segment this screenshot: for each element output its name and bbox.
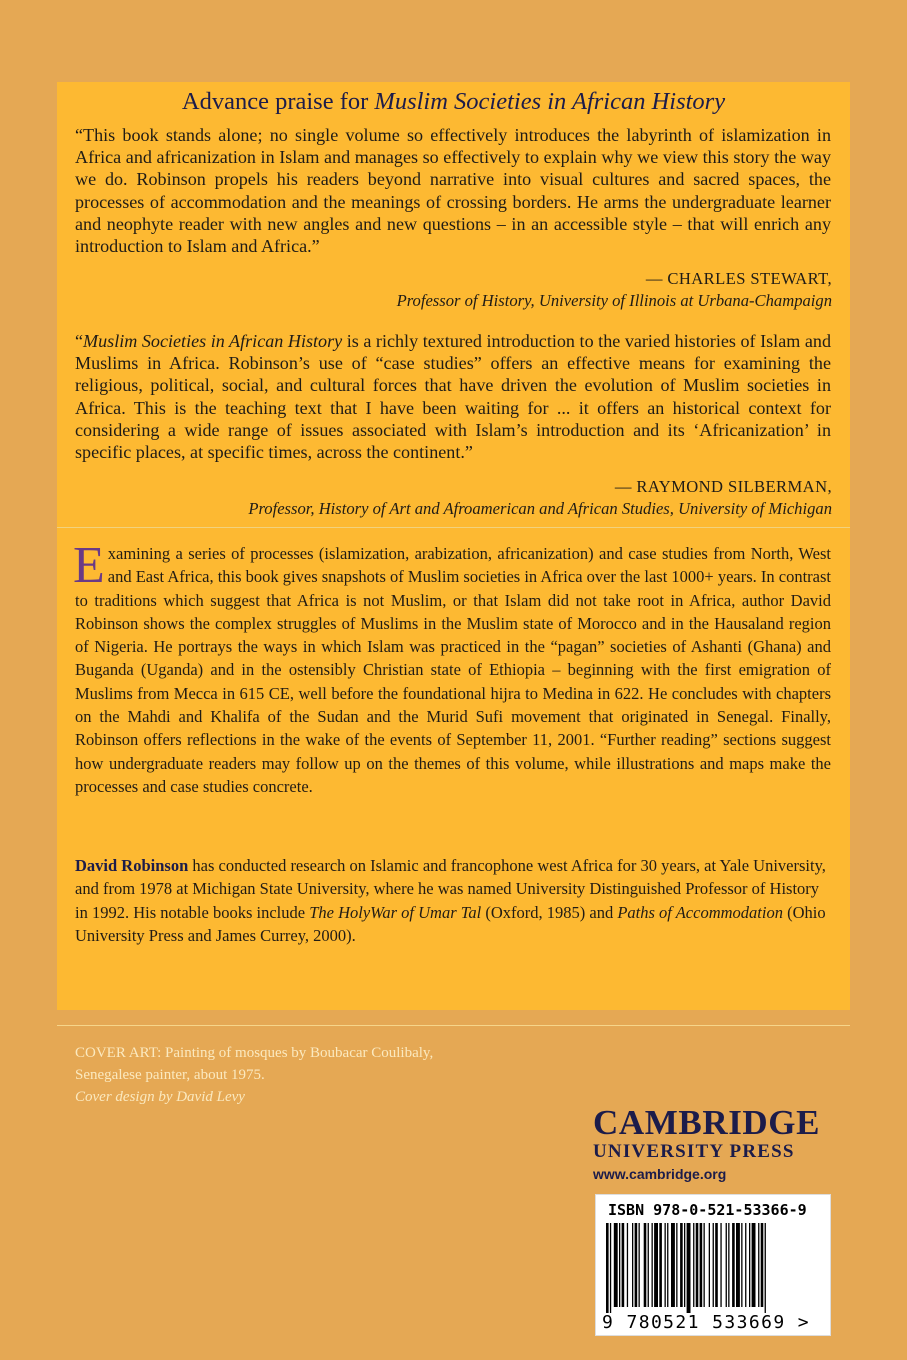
barcode-bar: [639, 1223, 640, 1307]
publisher-url: www.cambridge.org: [593, 1166, 727, 1182]
barcode-bar: [665, 1223, 666, 1307]
praise-heading-prefix: Advance praise for: [181, 88, 375, 115]
barcode-bar: [671, 1223, 675, 1307]
bio-text-2: (Oxford, 1985) and: [481, 902, 618, 922]
barcode-number: 9 780521 533669 >: [602, 1312, 811, 1333]
barcode-bar: [687, 1223, 691, 1313]
credit-line-3: Cover design by David Levy: [75, 1089, 245, 1105]
credit-line-2: Senegalese painter, about 1975.: [75, 1067, 265, 1083]
barcode-bar: [741, 1223, 742, 1307]
barcode-bar: [667, 1223, 668, 1307]
back-cover-panel: [57, 82, 850, 1010]
barcode-bar: [765, 1223, 766, 1313]
praise-heading-title: Muslim Societies in African History: [374, 88, 726, 115]
quote-silberman-title: Muslim Societies in African History: [83, 331, 343, 351]
barcode-bar: [632, 1223, 633, 1307]
barcode-bar: [696, 1223, 699, 1307]
description-text: xamining a series of processes (islamization, arabization, africanization) and case studies from North, West and East Africa, this book gives snapshots of Muslim societies in Africa over the last 1000+ years. In contrast to traditions which suggest that Africa is not Muslim, or that Islam did not take root in Africa, author David Robinson shows the complex struggles of Muslims in the Muslim state of Morocco and in the Hausaland region of Nigeria. He portrays the ways in which Islam was practiced in the “pagan” societies of Ashanti (Ghana) and Buganda (Uganda) and in the ostensibly Christian state of Ethiopia – beginning with the first emigration of Muslims from Mecca in 615 CE, well before the foundational hijra to Medina in 622. He concludes with chapters on the Mahdi and Khalifa of the Sudan and the Murid Sufi movement that originated in Senegal. Finally, Robinson offers reflections in the wake of the events of September 11, 2001. “Further reading” sections suggest how undergraduate readers may follow up on the themes of this volume, while illustrations and maps make the processes and case studies concrete.: [75, 544, 832, 796]
attribution-stewart: [76, 268, 832, 312]
isbn-barcode: [595, 1194, 831, 1336]
description-dropcap: E: [73, 537, 105, 594]
barcode-bar: [761, 1223, 764, 1307]
praise-heading: [57, 87, 850, 117]
barcode-bar: [652, 1223, 653, 1307]
author-bio: [75, 854, 831, 947]
author-name: David Robinson: [75, 856, 189, 875]
barcode-bar: [709, 1223, 710, 1307]
barcode-bar: [627, 1223, 628, 1307]
barcode-bar: [728, 1223, 729, 1307]
cover-credits: [75, 1042, 495, 1108]
barcode-bar: [654, 1223, 658, 1307]
barcode-bar: [736, 1223, 740, 1307]
barcode-bar: [684, 1223, 685, 1307]
quote-silberman: [75, 330, 831, 463]
credit-line-1: COVER ART: Painting of mosques by Boubacar Coulibaly,: [75, 1045, 434, 1061]
barcode-bar: [614, 1223, 618, 1307]
isbn-label: ISBN 978-0-521-53366-9: [608, 1201, 807, 1219]
divider: [57, 527, 850, 528]
barcode-bar: [676, 1223, 677, 1307]
attribution-silberman-name: — RAYMOND SILBERMAN,: [614, 477, 832, 496]
barcode-bar: [606, 1223, 609, 1313]
description: [73, 537, 832, 798]
barcode-bar: [693, 1223, 694, 1307]
barcode-bar: [610, 1223, 611, 1313]
publisher-logo: [593, 1104, 833, 1184]
quote-silberman-text: is a richly textured introduction to the varied histories of Islam and Muslims in Africa. Robinson’s use of “case studies” offers an effective means for examining the religious, political, social, and cultural forces that have driven the evolution of Muslim societies in Africa. This is the teaching text that I have been waiting for ... it offers an historical context for considering a wide range of issues associated with Islam’s introduction and its ‘Africanization’ in specific places, at specific times, across the continent.”: [75, 331, 831, 463]
credits-divider: [57, 1025, 850, 1026]
barcode-bar: [720, 1223, 721, 1307]
barcode-bar: [704, 1223, 705, 1307]
barcode-bar: [713, 1223, 714, 1307]
publisher-name: CAMBRIDGE: [593, 1103, 821, 1142]
barcode-bar: [732, 1223, 735, 1307]
barcode-bar: [619, 1223, 620, 1307]
barcode-bar: [745, 1223, 746, 1307]
attribution-stewart-title: Professor of History, University of Illinois at Urbana-Champaign: [396, 291, 832, 310]
barcode-bar: [752, 1223, 756, 1307]
bio-book-1: The HolyWar of Umar Tal: [309, 902, 482, 922]
barcode-bar: [758, 1223, 759, 1307]
barcode-bar: [680, 1223, 683, 1307]
barcode-bar: [635, 1223, 638, 1307]
publisher-subname: UNIVERSITY PRESS: [593, 1141, 795, 1162]
bio-text-3: (Ohio University Press and James Currey, 2000).: [75, 902, 826, 945]
bio-text-1: has conducted research on Islamic and francophone west Africa for 30 years, at Yale University, and from 1978 at Michigan State University, where he was named University Distinguished Professor of History in 1992. His notable books include: [75, 856, 826, 922]
bio-book-2: Paths of Accommodation: [617, 902, 783, 922]
attribution-silberman-title: Professor, History of Art and Afroamerican and African Studies, University of Michigan: [248, 499, 832, 518]
barcode-bar: [726, 1223, 727, 1307]
barcode-bar: [644, 1223, 647, 1307]
attribution-silberman: [76, 476, 832, 520]
barcode-bar: [715, 1223, 718, 1307]
barcode-bar: [648, 1223, 649, 1307]
quote-stewart: “This book stands alone; no single volume so effectively introduces the labyrinth of islamization in Africa and africanization in Islam and manages so effectively to explain why we view this story the way we do. Robinson propels his readers beyond narrative into visual cultures and sacred spaces, the processes of accommodation and the meanings of crossing borders. He arms the undergraduate learner and neophyte reader with new angles and new questions – in an accessible style – that will enrich any introduction to Islam and Africa.”: [75, 125, 831, 257]
attribution-stewart-name: — CHARLES STEWART,: [645, 269, 832, 288]
barcode-bars: [604, 1223, 824, 1313]
barcode-bar: [622, 1223, 625, 1307]
quote-silberman-open: “: [75, 331, 84, 351]
barcode-bar: [700, 1223, 703, 1307]
barcode-bar: [659, 1223, 662, 1307]
barcode-bar: [749, 1223, 750, 1307]
